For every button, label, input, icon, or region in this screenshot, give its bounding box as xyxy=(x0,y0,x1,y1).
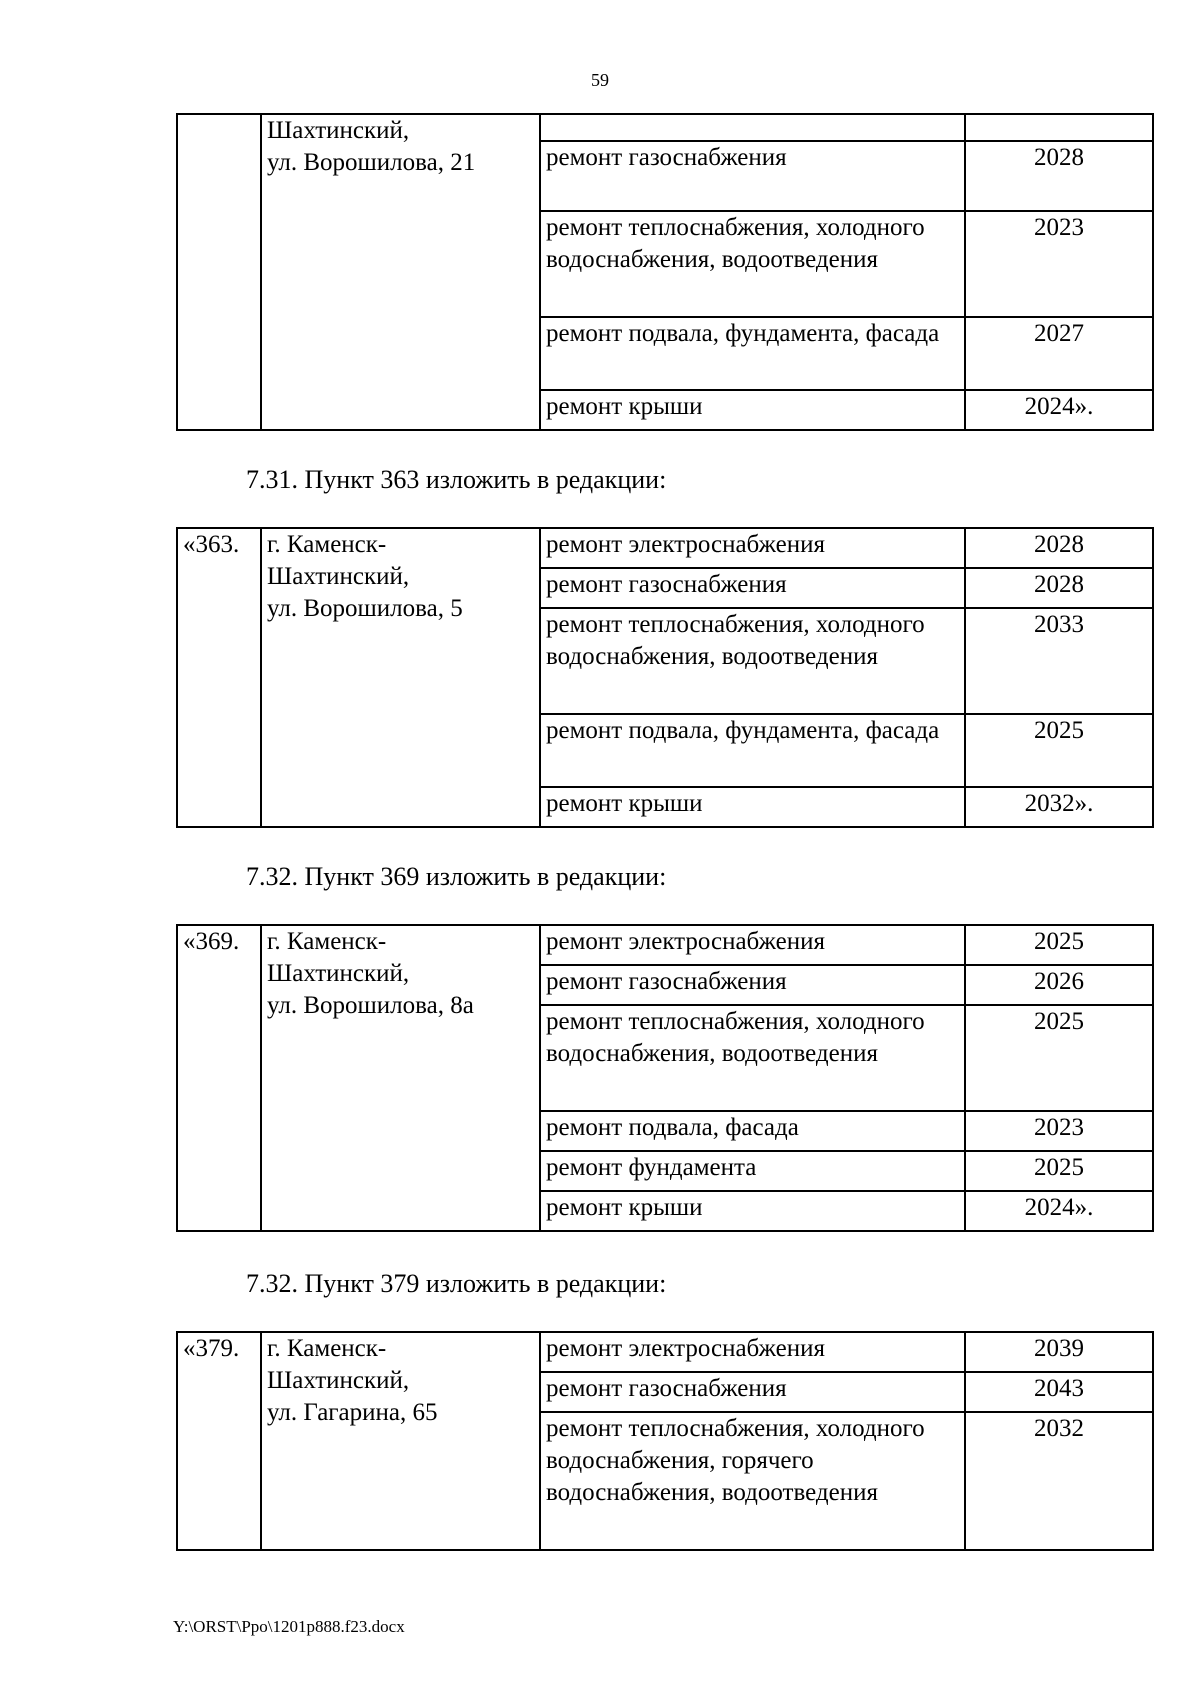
table-379 xyxy=(176,1331,1154,1551)
address-line: Шахтинский, xyxy=(267,960,410,987)
work-cell: ремонт крыши xyxy=(540,390,965,430)
work-cell: ремонт фундамента xyxy=(540,1151,965,1191)
section-heading: 7.32. Пункт 369 изложить в редакции: xyxy=(246,862,667,891)
work-cell xyxy=(540,114,965,141)
year-cell: 2043 xyxy=(965,1372,1153,1412)
address-line: ул. Ворошилова, 21 xyxy=(267,149,476,176)
work-cell: ремонт газоснабжения xyxy=(540,965,965,1005)
address-line: ул. Ворошилова, 8а xyxy=(267,992,474,1019)
number-cell: «369. xyxy=(177,925,261,1231)
year-cell: 2028 xyxy=(965,568,1153,608)
work-cell: ремонт крыши xyxy=(540,787,965,827)
year-cell: 2033 xyxy=(965,608,1153,714)
year-cell: 2025 xyxy=(965,1005,1153,1111)
address-line: Шахтинский, xyxy=(267,563,410,590)
year-cell: 2023 xyxy=(965,1111,1153,1151)
year-cell: 2032». xyxy=(965,787,1153,827)
year-cell: 2028 xyxy=(965,528,1153,568)
work-cell: ремонт теплоснабжения, холодного водоснабжения, горячего водоснабжения, водоотведения xyxy=(540,1412,965,1550)
year-cell: 2024». xyxy=(965,1191,1153,1231)
page-number: 59 xyxy=(591,70,609,90)
work-cell: ремонт газоснабжения xyxy=(540,1372,965,1412)
work-cell: ремонт теплоснабжения, холодного водоснабжения, водоотведения xyxy=(540,608,965,714)
number-cell: «363. xyxy=(177,528,261,827)
work-cell: ремонт электроснабжения xyxy=(540,1332,965,1372)
work-cell: ремонт подвала, фундамента, фасада xyxy=(540,714,965,787)
address-line: Шахтинский, xyxy=(267,117,410,144)
year-cell: 2023 xyxy=(965,211,1153,317)
number-cell: «379. xyxy=(177,1332,261,1550)
table-369 xyxy=(176,924,1154,1232)
work-cell: ремонт подвала, фундамента, фасада xyxy=(540,317,965,390)
year-cell: 2026 xyxy=(965,965,1153,1005)
address-cell xyxy=(261,114,540,430)
work-cell: ремонт газоснабжения xyxy=(540,141,965,211)
year-cell: 2025 xyxy=(965,1151,1153,1191)
table-363 xyxy=(176,527,1154,828)
address-line: г. Каменск- xyxy=(267,531,387,558)
section-heading: 7.32. Пункт 379 изложить в редакции: xyxy=(246,1269,667,1298)
year-cell: 2027 xyxy=(965,317,1153,390)
address-line: Шахтинский, xyxy=(267,1367,410,1394)
address-line: г. Каменск- xyxy=(267,1335,387,1362)
address-line: ул. Ворошилова, 5 xyxy=(267,595,463,622)
work-cell: ремонт теплоснабжения, холодного водоснабжения, водоотведения xyxy=(540,1005,965,1111)
year-cell: 2024». xyxy=(965,390,1153,430)
footer-file-path: Y:\ORST\Ppo\1201p888.f23.docx xyxy=(173,1617,405,1636)
number-cell-empty xyxy=(177,114,261,430)
address-cell xyxy=(261,1332,540,1550)
year-cell: 2028 xyxy=(965,141,1153,211)
address-line: ул. Гагарина, 65 xyxy=(267,1399,438,1426)
address-cell xyxy=(261,528,540,827)
address-cell xyxy=(261,925,540,1231)
section-heading: 7.31. Пункт 363 изложить в редакции: xyxy=(246,465,667,494)
work-cell: ремонт газоснабжения xyxy=(540,568,965,608)
work-cell: ремонт теплоснабжения, холодного водоснабжения, водоотведения xyxy=(540,211,965,317)
work-cell: ремонт электроснабжения xyxy=(540,925,965,965)
year-cell: 2025 xyxy=(965,925,1153,965)
year-cell: 2025 xyxy=(965,714,1153,787)
work-cell: ремонт крыши xyxy=(540,1191,965,1231)
year-cell: 2039 xyxy=(965,1332,1153,1372)
table-continued xyxy=(176,113,1154,431)
work-cell: ремонт подвала, фасада xyxy=(540,1111,965,1151)
year-cell: 2032 xyxy=(965,1412,1153,1550)
work-cell: ремонт электроснабжения xyxy=(540,528,965,568)
address-line: г. Каменск- xyxy=(267,928,387,955)
year-cell xyxy=(965,114,1153,141)
